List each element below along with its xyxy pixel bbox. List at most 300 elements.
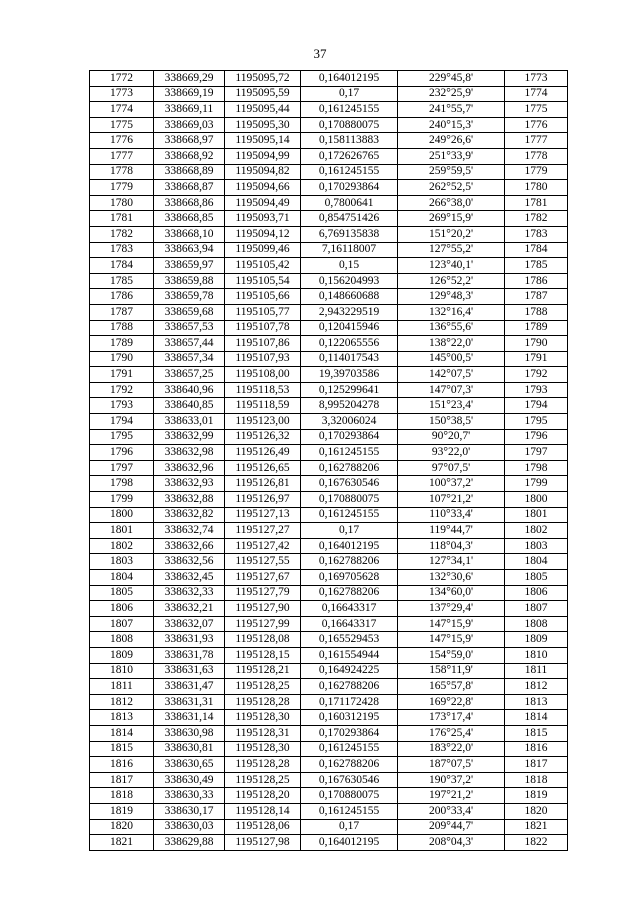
y-coordinate-cell: 1195095,30 bbox=[225, 117, 301, 133]
point-to-cell: 1802 bbox=[505, 523, 568, 539]
table-row bbox=[90, 304, 568, 320]
bearing-cell: 269°15,9' bbox=[398, 211, 505, 227]
point-from-cell: 1781 bbox=[90, 211, 154, 227]
table-row bbox=[90, 211, 568, 227]
y-coordinate-cell: 1195128,25 bbox=[225, 679, 301, 695]
point-from-cell: 1806 bbox=[90, 601, 154, 617]
point-to-cell: 1799 bbox=[505, 476, 568, 492]
bearing-cell: 150°38,5' bbox=[398, 414, 505, 430]
point-to-cell: 1819 bbox=[505, 788, 568, 804]
point-from-cell: 1821 bbox=[90, 835, 154, 851]
x-coordinate-cell: 338632,93 bbox=[154, 476, 225, 492]
distance-cell: 19,39703586 bbox=[301, 367, 398, 383]
y-coordinate-cell: 1195107,93 bbox=[225, 351, 301, 367]
distance-cell: 0,164924225 bbox=[301, 663, 398, 679]
table-row bbox=[90, 788, 568, 804]
point-from-cell: 1811 bbox=[90, 679, 154, 695]
x-coordinate-cell: 338669,11 bbox=[154, 102, 225, 118]
point-to-cell: 1792 bbox=[505, 367, 568, 383]
bearing-cell: 200°33,4' bbox=[398, 803, 505, 819]
x-coordinate-cell: 338657,44 bbox=[154, 336, 225, 352]
point-to-cell: 1791 bbox=[505, 351, 568, 367]
bearing-cell: 183°22,0' bbox=[398, 741, 505, 757]
point-to-cell: 1804 bbox=[505, 554, 568, 570]
point-to-cell: 1775 bbox=[505, 102, 568, 118]
bearing-cell: 173°17,4' bbox=[398, 710, 505, 726]
x-coordinate-cell: 338630,98 bbox=[154, 725, 225, 741]
x-coordinate-cell: 338631,78 bbox=[154, 647, 225, 663]
distance-cell: 0,170880075 bbox=[301, 492, 398, 508]
y-coordinate-cell: 1195128,31 bbox=[225, 725, 301, 741]
point-from-cell: 1814 bbox=[90, 725, 154, 741]
table-row bbox=[90, 601, 568, 617]
point-from-cell: 1775 bbox=[90, 117, 154, 133]
distance-cell: 7,16118007 bbox=[301, 242, 398, 258]
distance-cell: 0,161245155 bbox=[301, 803, 398, 819]
point-from-cell: 1785 bbox=[90, 273, 154, 289]
point-to-cell: 1778 bbox=[505, 148, 568, 164]
table-row bbox=[90, 180, 568, 196]
y-coordinate-cell: 1195128,30 bbox=[225, 741, 301, 757]
distance-cell: 0,161245155 bbox=[301, 507, 398, 523]
y-coordinate-cell: 1195094,99 bbox=[225, 148, 301, 164]
bearing-cell: 119°44,7' bbox=[398, 523, 505, 539]
table-row bbox=[90, 741, 568, 757]
x-coordinate-cell: 338668,10 bbox=[154, 226, 225, 242]
y-coordinate-cell: 1195107,78 bbox=[225, 320, 301, 336]
point-from-cell: 1797 bbox=[90, 460, 154, 476]
table-row bbox=[90, 71, 568, 87]
point-from-cell: 1772 bbox=[90, 71, 154, 87]
x-coordinate-cell: 338633,01 bbox=[154, 414, 225, 430]
y-coordinate-cell: 1195128,06 bbox=[225, 819, 301, 835]
table-row bbox=[90, 835, 568, 851]
bearing-cell: 100°37,2' bbox=[398, 476, 505, 492]
table-row bbox=[90, 585, 568, 601]
table-row bbox=[90, 663, 568, 679]
point-from-cell: 1807 bbox=[90, 616, 154, 632]
x-coordinate-cell: 338632,74 bbox=[154, 523, 225, 539]
bearing-cell: 127°55,2' bbox=[398, 242, 505, 258]
distance-cell: 6,769135838 bbox=[301, 226, 398, 242]
bearing-cell: 158°11,9' bbox=[398, 663, 505, 679]
bearing-cell: 132°16,4' bbox=[398, 304, 505, 320]
table-row bbox=[90, 725, 568, 741]
point-from-cell: 1790 bbox=[90, 351, 154, 367]
y-coordinate-cell: 1195126,49 bbox=[225, 445, 301, 461]
point-to-cell: 1806 bbox=[505, 585, 568, 601]
bearing-cell: 208°04,3' bbox=[398, 835, 505, 851]
point-from-cell: 1798 bbox=[90, 476, 154, 492]
point-from-cell: 1804 bbox=[90, 570, 154, 586]
bearing-cell: 147°15,9' bbox=[398, 616, 505, 632]
point-to-cell: 1784 bbox=[505, 242, 568, 258]
x-coordinate-cell: 338629,88 bbox=[154, 835, 225, 851]
bearing-cell: 90°20,7' bbox=[398, 429, 505, 445]
y-coordinate-cell: 1195127,27 bbox=[225, 523, 301, 539]
table-row bbox=[90, 507, 568, 523]
point-from-cell: 1801 bbox=[90, 523, 154, 539]
table-row bbox=[90, 710, 568, 726]
distance-cell: 0,162788206 bbox=[301, 757, 398, 773]
y-coordinate-cell: 1195099,46 bbox=[225, 242, 301, 258]
point-from-cell: 1792 bbox=[90, 382, 154, 398]
table-row bbox=[90, 554, 568, 570]
x-coordinate-cell: 338657,53 bbox=[154, 320, 225, 336]
point-from-cell: 1810 bbox=[90, 663, 154, 679]
table-row bbox=[90, 476, 568, 492]
y-coordinate-cell: 1195107,86 bbox=[225, 336, 301, 352]
y-coordinate-cell: 1195095,72 bbox=[225, 71, 301, 87]
point-to-cell: 1783 bbox=[505, 226, 568, 242]
y-coordinate-cell: 1195128,30 bbox=[225, 710, 301, 726]
y-coordinate-cell: 1195128,28 bbox=[225, 757, 301, 773]
table-row bbox=[90, 819, 568, 835]
point-from-cell: 1776 bbox=[90, 133, 154, 149]
point-from-cell: 1815 bbox=[90, 741, 154, 757]
distance-cell: 0,167630546 bbox=[301, 476, 398, 492]
y-coordinate-cell: 1195094,49 bbox=[225, 195, 301, 211]
distance-cell: 0,125299641 bbox=[301, 382, 398, 398]
x-coordinate-cell: 338632,99 bbox=[154, 429, 225, 445]
bearing-cell: 118°04,3' bbox=[398, 538, 505, 554]
point-to-cell: 1820 bbox=[505, 803, 568, 819]
table-row bbox=[90, 445, 568, 461]
point-from-cell: 1812 bbox=[90, 694, 154, 710]
distance-cell: 0,161245155 bbox=[301, 164, 398, 180]
distance-cell: 0,164012195 bbox=[301, 835, 398, 851]
bearing-cell: 262°52,5' bbox=[398, 180, 505, 196]
y-coordinate-cell: 1195118,59 bbox=[225, 398, 301, 414]
point-to-cell: 1807 bbox=[505, 601, 568, 617]
x-coordinate-cell: 338668,92 bbox=[154, 148, 225, 164]
distance-cell: 8,995204278 bbox=[301, 398, 398, 414]
x-coordinate-cell: 338631,31 bbox=[154, 694, 225, 710]
x-coordinate-cell: 338659,97 bbox=[154, 258, 225, 274]
table-row bbox=[90, 336, 568, 352]
point-from-cell: 1805 bbox=[90, 585, 154, 601]
table-row bbox=[90, 647, 568, 663]
y-coordinate-cell: 1195095,59 bbox=[225, 86, 301, 102]
x-coordinate-cell: 338659,88 bbox=[154, 273, 225, 289]
bearing-cell: 151°23,4' bbox=[398, 398, 505, 414]
bearing-cell: 107°21,2' bbox=[398, 492, 505, 508]
x-coordinate-cell: 338632,66 bbox=[154, 538, 225, 554]
table-row bbox=[90, 570, 568, 586]
point-from-cell: 1795 bbox=[90, 429, 154, 445]
distance-cell: 0,161245155 bbox=[301, 102, 398, 118]
bearing-cell: 123°40,1' bbox=[398, 258, 505, 274]
distance-cell: 0,17 bbox=[301, 819, 398, 835]
point-from-cell: 1780 bbox=[90, 195, 154, 211]
y-coordinate-cell: 1195095,44 bbox=[225, 102, 301, 118]
distance-cell: 0,172626765 bbox=[301, 148, 398, 164]
x-coordinate-cell: 338640,85 bbox=[154, 398, 225, 414]
bearing-cell: 110°33,4' bbox=[398, 507, 505, 523]
y-coordinate-cell: 1195127,79 bbox=[225, 585, 301, 601]
point-to-cell: 1779 bbox=[505, 164, 568, 180]
bearing-cell: 240°15,3' bbox=[398, 117, 505, 133]
bearing-cell: 249°26,6' bbox=[398, 133, 505, 149]
y-coordinate-cell: 1195095,14 bbox=[225, 133, 301, 149]
y-coordinate-cell: 1195118,53 bbox=[225, 382, 301, 398]
y-coordinate-cell: 1195126,65 bbox=[225, 460, 301, 476]
point-from-cell: 1818 bbox=[90, 788, 154, 804]
point-to-cell: 1796 bbox=[505, 429, 568, 445]
point-to-cell: 1795 bbox=[505, 414, 568, 430]
point-from-cell: 1789 bbox=[90, 336, 154, 352]
point-to-cell: 1811 bbox=[505, 663, 568, 679]
point-to-cell: 1786 bbox=[505, 273, 568, 289]
table-row bbox=[90, 117, 568, 133]
x-coordinate-cell: 338632,88 bbox=[154, 492, 225, 508]
point-from-cell: 1788 bbox=[90, 320, 154, 336]
point-from-cell: 1816 bbox=[90, 757, 154, 773]
bearing-cell: 137°29,4' bbox=[398, 601, 505, 617]
point-from-cell: 1799 bbox=[90, 492, 154, 508]
table-row bbox=[90, 148, 568, 164]
table-row bbox=[90, 414, 568, 430]
point-to-cell: 1793 bbox=[505, 382, 568, 398]
distance-cell: 0,162788206 bbox=[301, 460, 398, 476]
table-row bbox=[90, 772, 568, 788]
table-row bbox=[90, 258, 568, 274]
x-coordinate-cell: 338657,25 bbox=[154, 367, 225, 383]
point-to-cell: 1794 bbox=[505, 398, 568, 414]
table-row bbox=[90, 523, 568, 539]
y-coordinate-cell: 1195127,98 bbox=[225, 835, 301, 851]
y-coordinate-cell: 1195128,25 bbox=[225, 772, 301, 788]
point-from-cell: 1820 bbox=[90, 819, 154, 835]
y-coordinate-cell: 1195128,15 bbox=[225, 647, 301, 663]
y-coordinate-cell: 1195094,82 bbox=[225, 164, 301, 180]
x-coordinate-cell: 338630,49 bbox=[154, 772, 225, 788]
y-coordinate-cell: 1195126,97 bbox=[225, 492, 301, 508]
distance-cell: 0,122065556 bbox=[301, 336, 398, 352]
bearing-cell: 129°48,3' bbox=[398, 289, 505, 305]
point-to-cell: 1789 bbox=[505, 320, 568, 336]
x-coordinate-cell: 338630,65 bbox=[154, 757, 225, 773]
bearing-cell: 165°57,8' bbox=[398, 679, 505, 695]
bearing-cell: 126°52,2' bbox=[398, 273, 505, 289]
bearing-cell: 229°45,8' bbox=[398, 71, 505, 87]
distance-cell: 0,165529453 bbox=[301, 632, 398, 648]
page-number: 37 bbox=[313, 46, 327, 61]
point-from-cell: 1808 bbox=[90, 632, 154, 648]
distance-cell: 0,16643317 bbox=[301, 601, 398, 617]
y-coordinate-cell: 1195127,42 bbox=[225, 538, 301, 554]
distance-cell: 0,160312195 bbox=[301, 710, 398, 726]
distance-cell: 0,15 bbox=[301, 258, 398, 274]
y-coordinate-cell: 1195127,67 bbox=[225, 570, 301, 586]
y-coordinate-cell: 1195105,66 bbox=[225, 289, 301, 305]
distance-cell: 0,7800641 bbox=[301, 195, 398, 211]
table-row bbox=[90, 102, 568, 118]
x-coordinate-cell: 338663,94 bbox=[154, 242, 225, 258]
table-row bbox=[90, 398, 568, 414]
table-row bbox=[90, 429, 568, 445]
point-from-cell: 1800 bbox=[90, 507, 154, 523]
table-row bbox=[90, 694, 568, 710]
table-row bbox=[90, 226, 568, 242]
distance-cell: 0,169705628 bbox=[301, 570, 398, 586]
distance-cell: 0,161245155 bbox=[301, 445, 398, 461]
bearing-cell: 145°00,5' bbox=[398, 351, 505, 367]
point-to-cell: 1777 bbox=[505, 133, 568, 149]
x-coordinate-cell: 338632,82 bbox=[154, 507, 225, 523]
x-coordinate-cell: 338669,03 bbox=[154, 117, 225, 133]
x-coordinate-cell: 338640,96 bbox=[154, 382, 225, 398]
point-from-cell: 1787 bbox=[90, 304, 154, 320]
point-to-cell: 1800 bbox=[505, 492, 568, 508]
point-to-cell: 1808 bbox=[505, 616, 568, 632]
table-row bbox=[90, 616, 568, 632]
table-row bbox=[90, 351, 568, 367]
table-row bbox=[90, 538, 568, 554]
y-coordinate-cell: 1195127,55 bbox=[225, 554, 301, 570]
distance-cell: 0,161554944 bbox=[301, 647, 398, 663]
bearing-cell: 138°22,0' bbox=[398, 336, 505, 352]
point-from-cell: 1777 bbox=[90, 148, 154, 164]
table-row bbox=[90, 803, 568, 819]
table-row bbox=[90, 632, 568, 648]
bearing-cell: 134°60,0' bbox=[398, 585, 505, 601]
x-coordinate-cell: 338669,19 bbox=[154, 86, 225, 102]
table-row bbox=[90, 679, 568, 695]
point-to-cell: 1787 bbox=[505, 289, 568, 305]
x-coordinate-cell: 338630,33 bbox=[154, 788, 225, 804]
x-coordinate-cell: 338632,33 bbox=[154, 585, 225, 601]
x-coordinate-cell: 338630,03 bbox=[154, 819, 225, 835]
distance-cell: 0,162788206 bbox=[301, 585, 398, 601]
x-coordinate-cell: 338632,21 bbox=[154, 601, 225, 617]
y-coordinate-cell: 1195126,81 bbox=[225, 476, 301, 492]
point-to-cell: 1816 bbox=[505, 741, 568, 757]
distance-cell: 0,156204993 bbox=[301, 273, 398, 289]
distance-cell: 0,170293864 bbox=[301, 725, 398, 741]
point-to-cell: 1774 bbox=[505, 86, 568, 102]
point-from-cell: 1809 bbox=[90, 647, 154, 663]
bearing-cell: 147°07,3' bbox=[398, 382, 505, 398]
point-to-cell: 1813 bbox=[505, 694, 568, 710]
point-to-cell: 1805 bbox=[505, 570, 568, 586]
x-coordinate-cell: 338631,93 bbox=[154, 632, 225, 648]
point-from-cell: 1786 bbox=[90, 289, 154, 305]
bearing-cell: 154°59,0' bbox=[398, 647, 505, 663]
distance-cell: 3,32006024 bbox=[301, 414, 398, 430]
x-coordinate-cell: 338668,85 bbox=[154, 211, 225, 227]
bearing-cell: 187°07,5' bbox=[398, 757, 505, 773]
point-to-cell: 1817 bbox=[505, 757, 568, 773]
table-row bbox=[90, 273, 568, 289]
table-row bbox=[90, 460, 568, 476]
y-coordinate-cell: 1195105,42 bbox=[225, 258, 301, 274]
y-coordinate-cell: 1195094,12 bbox=[225, 226, 301, 242]
point-to-cell: 1801 bbox=[505, 507, 568, 523]
distance-cell: 0,171172428 bbox=[301, 694, 398, 710]
point-from-cell: 1779 bbox=[90, 180, 154, 196]
point-from-cell: 1774 bbox=[90, 102, 154, 118]
y-coordinate-cell: 1195128,20 bbox=[225, 788, 301, 804]
bearing-cell: 266°38,0' bbox=[398, 195, 505, 211]
point-from-cell: 1796 bbox=[90, 445, 154, 461]
x-coordinate-cell: 338631,47 bbox=[154, 679, 225, 695]
x-coordinate-cell: 338630,81 bbox=[154, 741, 225, 757]
bearing-cell: 169°22,8' bbox=[398, 694, 505, 710]
bearing-cell: 147°15,9' bbox=[398, 632, 505, 648]
y-coordinate-cell: 1195105,77 bbox=[225, 304, 301, 320]
table-row bbox=[90, 195, 568, 211]
y-coordinate-cell: 1195108,00 bbox=[225, 367, 301, 383]
point-to-cell: 1776 bbox=[505, 117, 568, 133]
point-from-cell: 1784 bbox=[90, 258, 154, 274]
point-from-cell: 1793 bbox=[90, 398, 154, 414]
bearing-cell: 97°07,5' bbox=[398, 460, 505, 476]
point-from-cell: 1813 bbox=[90, 710, 154, 726]
x-coordinate-cell: 338632,45 bbox=[154, 570, 225, 586]
distance-cell: 0,161245155 bbox=[301, 741, 398, 757]
point-to-cell: 1815 bbox=[505, 725, 568, 741]
x-coordinate-cell: 338630,17 bbox=[154, 803, 225, 819]
y-coordinate-cell: 1195128,28 bbox=[225, 694, 301, 710]
x-coordinate-cell: 338631,63 bbox=[154, 663, 225, 679]
x-coordinate-cell: 338668,87 bbox=[154, 180, 225, 196]
table-row bbox=[90, 320, 568, 336]
table-row bbox=[90, 367, 568, 383]
distance-cell: 0,162788206 bbox=[301, 554, 398, 570]
point-to-cell: 1814 bbox=[505, 710, 568, 726]
x-coordinate-cell: 338657,34 bbox=[154, 351, 225, 367]
point-to-cell: 1790 bbox=[505, 336, 568, 352]
bearing-cell: 209°44,7' bbox=[398, 819, 505, 835]
distance-cell: 0,170880075 bbox=[301, 788, 398, 804]
table-row bbox=[90, 133, 568, 149]
y-coordinate-cell: 1195128,08 bbox=[225, 632, 301, 648]
point-to-cell: 1809 bbox=[505, 632, 568, 648]
distance-cell: 0,170293864 bbox=[301, 429, 398, 445]
point-to-cell: 1788 bbox=[505, 304, 568, 320]
point-from-cell: 1817 bbox=[90, 772, 154, 788]
x-coordinate-cell: 338669,29 bbox=[154, 71, 225, 87]
table-row bbox=[90, 289, 568, 305]
point-to-cell: 1803 bbox=[505, 538, 568, 554]
distance-cell: 0,170293864 bbox=[301, 180, 398, 196]
bearing-cell: 259°59,5' bbox=[398, 164, 505, 180]
distance-cell: 0,17 bbox=[301, 523, 398, 539]
point-from-cell: 1783 bbox=[90, 242, 154, 258]
point-to-cell: 1812 bbox=[505, 679, 568, 695]
bearing-cell: 251°33,9' bbox=[398, 148, 505, 164]
point-to-cell: 1782 bbox=[505, 211, 568, 227]
y-coordinate-cell: 1195127,13 bbox=[225, 507, 301, 523]
point-to-cell: 1821 bbox=[505, 819, 568, 835]
point-from-cell: 1819 bbox=[90, 803, 154, 819]
distance-cell: 0,17 bbox=[301, 86, 398, 102]
point-to-cell: 1797 bbox=[505, 445, 568, 461]
x-coordinate-cell: 338668,97 bbox=[154, 133, 225, 149]
point-to-cell: 1773 bbox=[505, 71, 568, 87]
table-row bbox=[90, 86, 568, 102]
distance-cell: 2,943229519 bbox=[301, 304, 398, 320]
point-from-cell: 1791 bbox=[90, 367, 154, 383]
point-from-cell: 1782 bbox=[90, 226, 154, 242]
bearing-cell: 151°20,2' bbox=[398, 226, 505, 242]
point-from-cell: 1794 bbox=[90, 414, 154, 430]
distance-cell: 0,170880075 bbox=[301, 117, 398, 133]
point-to-cell: 1780 bbox=[505, 180, 568, 196]
bearing-cell: 176°25,4' bbox=[398, 725, 505, 741]
y-coordinate-cell: 1195128,21 bbox=[225, 663, 301, 679]
